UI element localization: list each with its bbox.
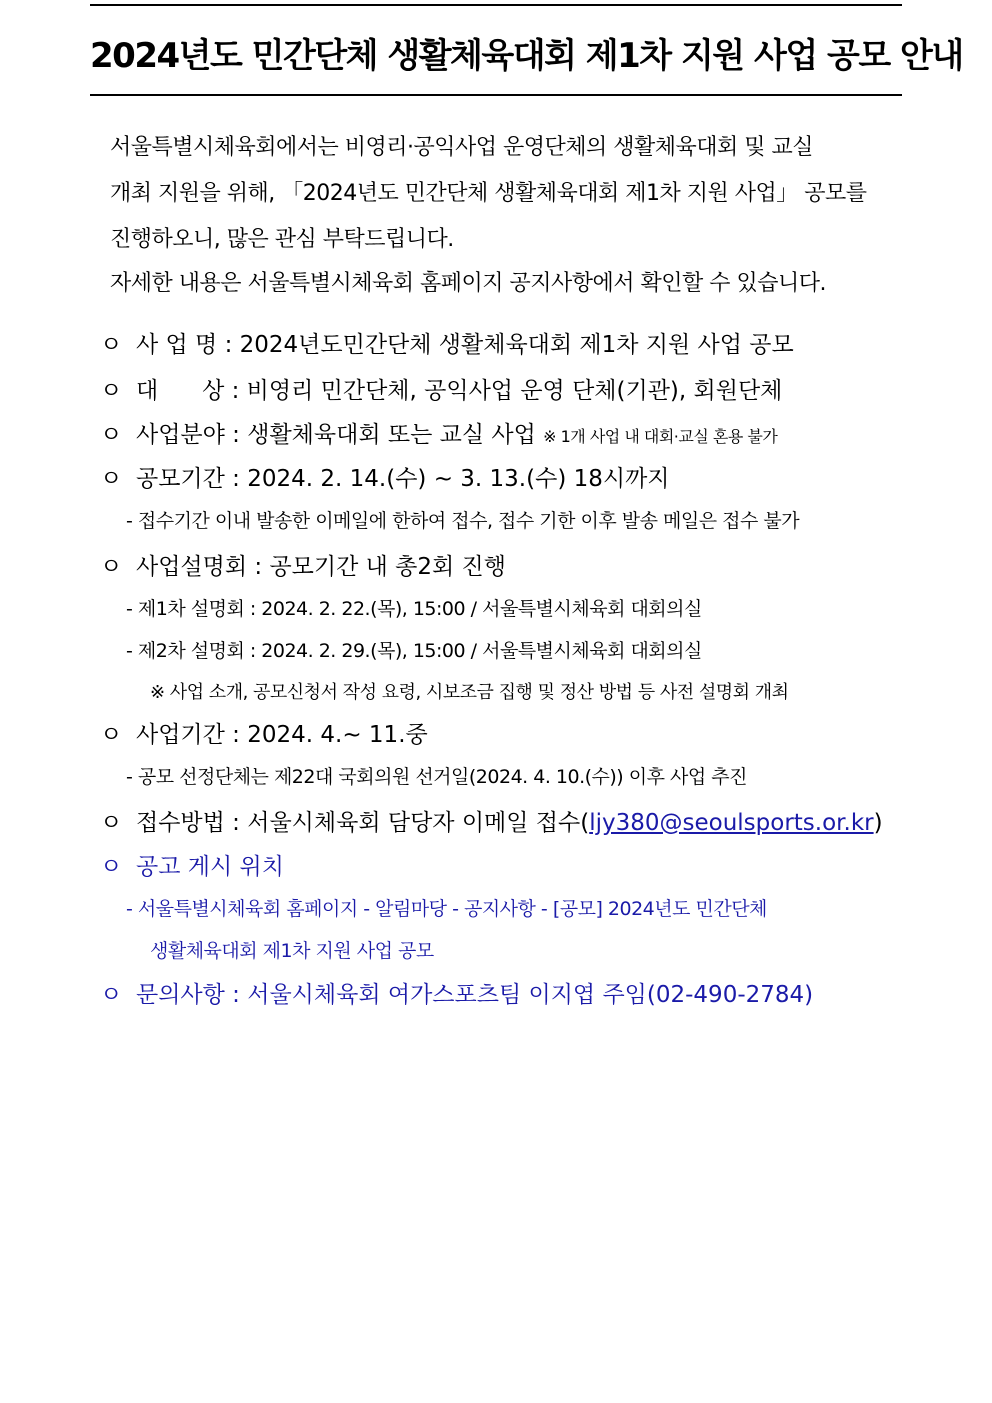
bullet-icon: ㅇ — [100, 422, 123, 448]
posting-path-line-2: 생활체육대회 제1차 지원 사업 공모 — [150, 940, 434, 962]
item-project-name: ㅇ 사 업 명 : 2024년도민간단체 생활체육대회 제1차 지원 사업 공모 — [100, 326, 794, 359]
bullet-icon: ㅇ — [100, 722, 123, 748]
bullet-icon: ㅇ — [100, 332, 123, 358]
item-target: ㅇ 대 상 : 비영리 민간단체, 공익사업 운영 단체(기관), 회원단체 — [100, 372, 782, 405]
bullet-icon: ㅇ — [100, 378, 123, 404]
bullet-icon: ㅇ — [100, 554, 123, 580]
bullet-icon: ㅇ — [100, 810, 123, 836]
email-link[interactable]: ljy380@seoulsports.or.kr — [589, 810, 874, 836]
item-field: ㅇ 사업분야 : 생활체육대회 또는 교실 사업 ※ 1개 사업 내 대회·교실 혼용 불가 — [100, 416, 777, 449]
item-posting-location: ㅇ 공고 게시 위치 — [100, 848, 284, 881]
intro-line-3: 진행하오니, 많은 관심 부탁드립니다. — [110, 227, 454, 252]
page-title: 2024년도 민간단체 생활체육대회 제1차 지원 사업 공모 안내 — [90, 36, 963, 76]
period-note: - 접수기간 이내 발송한 이메일에 한하여 접수, 접수 기한 이후 발송 메일은 접수 불가 — [126, 510, 800, 532]
briefing-note: ※ 사업 소개, 공모신청서 작성 요령, 시보조금 집행 및 정산 방법 등 사전 설명회 개최 — [150, 682, 789, 703]
item-apply-method: ㅇ 접수방법 : 서울시체육회 담당자 이메일 접수(ljy380@seoulsports.or.kr) — [100, 804, 883, 837]
top-rule — [90, 4, 902, 6]
bullet-icon: ㅇ — [100, 982, 123, 1008]
project-period-note: - 공모 선정단체는 제22대 국회의원 선거일(2024. 4. 10.(수)) 이후 사업 추진 — [126, 766, 747, 788]
field-note: ※ 1개 사업 내 대회·교실 혼용 불가 — [543, 427, 778, 446]
intro-line-1: 서울특별시체육회에서는 비영리·공익사업 운영단체의 생활체육대회 및 교실 — [110, 135, 814, 160]
briefing-session-1: - 제1차 설명회 : 2024. 2. 22.(목), 15:00 / 서울특별시체육회 대회의실 — [126, 598, 702, 620]
intro-line-2: 개최 지원을 위해, 「2024년도 민간단체 생활체육대회 제1차 지원 사업」 공모를 — [110, 181, 867, 206]
intro-line-4: 자세한 내용은 서울특별시체육회 홈페이지 공지사항에서 확인할 수 있습니다. — [110, 271, 827, 296]
bullet-icon: ㅇ — [100, 854, 123, 880]
bullet-icon: ㅇ — [100, 466, 123, 492]
title-rule — [90, 94, 902, 96]
posting-path-line-1: - 서울특별시체육회 홈페이지 - 알림마당 - 공지사항 - [공모] 2024년도 민간단체 — [126, 898, 767, 920]
item-contact: ㅇ 문의사항 : 서울시체육회 여가스포츠팀 이지엽 주임(02-490-2784) — [100, 976, 813, 1009]
item-briefing: ㅇ 사업설명회 : 공모기간 내 총2회 진행 — [100, 548, 506, 581]
item-period: ㅇ 공모기간 : 2024. 2. 14.(수) ~ 3. 13.(수) 18시까지 — [100, 460, 670, 493]
briefing-session-2: - 제2차 설명회 : 2024. 2. 29.(목), 15:00 / 서울특별시체육회 대회의실 — [126, 640, 702, 662]
item-project-period: ㅇ 사업기간 : 2024. 4.~ 11.중 — [100, 716, 428, 749]
